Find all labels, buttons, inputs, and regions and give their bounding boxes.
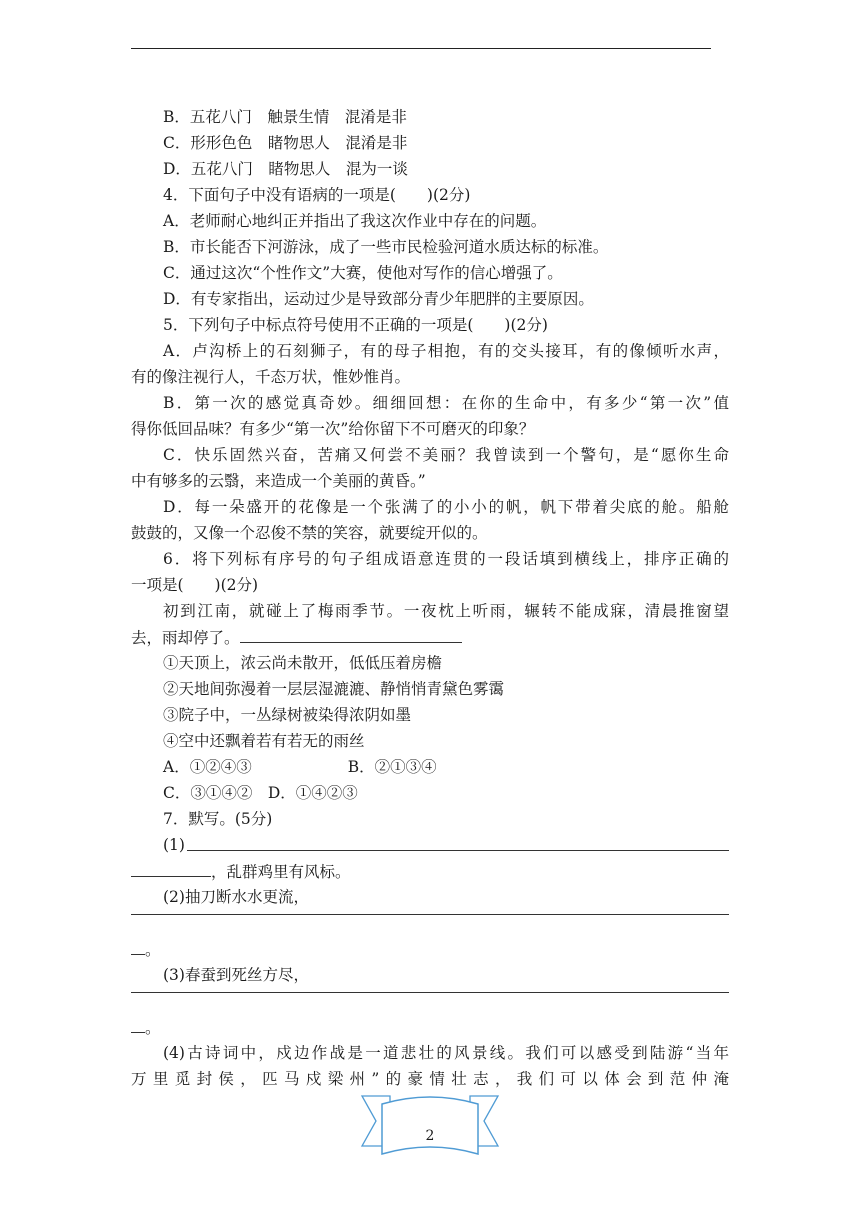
- q7-item-1-text: ，乱群鸡里有风标。: [211, 863, 351, 881]
- page-number-ribbon: [360, 1090, 500, 1160]
- q7-item-1-blank-end[interactable]: [131, 862, 211, 877]
- q6-passage-text: 去，雨却停了。: [131, 629, 240, 647]
- question-5-stem: 5．下列句子中标点符号使用不正确的一项是( )(2分): [163, 316, 548, 334]
- q7-item-3-blank[interactable]: [131, 992, 729, 993]
- q7-item-2-blank[interactable]: [131, 914, 729, 915]
- q5-option-d-line1: D．每一朵盛开的花像是一个张满了的小小的帆，帆下带着尖底的舱。船舱: [163, 498, 729, 516]
- q4-option-b: B．市长能否下河游泳，成了一些市民检验河道水质达标的标准。: [163, 238, 609, 256]
- q5-option-a-line1: A．卢沟桥上的石刻狮子，有的母子相抱，有的交头接耳，有的像倾听水声，: [163, 342, 729, 360]
- question-6-stem-line1: 6．将下列标有序号的句子组成语意连贯的一段话填到横线上，排序正确的: [163, 550, 729, 568]
- q7-item-3-continuation: [131, 1018, 729, 1037]
- question-4-stem: 4．下面句子中没有语病的一项是( )(2分): [163, 186, 471, 204]
- q5-option-b-line2: 得你低回品味？有多少“第一次”给你留下不可磨灭的印象？: [131, 420, 535, 438]
- q6-option-b: B．②①③④: [347, 758, 437, 776]
- q6-answer-blank[interactable]: [240, 628, 462, 643]
- q7-item-2-blank-end[interactable]: [131, 940, 145, 955]
- q3-option-d: D．五花八门 睹物思人 混为一谈: [163, 160, 408, 178]
- q7-item-1-blank[interactable]: [187, 850, 729, 851]
- q4-option-a: A．老师耐心地纠正并指出了我这次作业中存在的问题。: [163, 212, 547, 230]
- q6-passage-line1: 初到江南，就碰上了梅雨季节。一夜枕上听雨，辗转不能成寐，清晨推窗望: [163, 602, 729, 620]
- q7-item-1-continuation: [131, 862, 729, 881]
- q3-option-c: C．形形色色 睹物思人 混淆是非: [163, 134, 408, 152]
- header-rule: [131, 48, 711, 49]
- q6-options-ab: [131, 758, 729, 776]
- q6-sentence-1: ①天顶上，浓云尚未散开，低低压着房檐: [163, 654, 443, 672]
- q7-item-2-end: 。: [145, 941, 161, 959]
- q6-passage-line2: [131, 628, 729, 647]
- question-7-stem: 7．默写。(5分): [163, 810, 273, 828]
- q7-item-4-line1: (4)古诗词中，戍边作战是一道悲壮的风景线。我们可以感受到陆游“当年: [163, 1044, 729, 1062]
- q7-item-1-label: (1): [163, 836, 185, 854]
- q7-item-3-end: 。: [145, 1019, 161, 1037]
- page-number: 2: [425, 1128, 435, 1144]
- q7-item-2-blank-line: [131, 914, 729, 918]
- q7-item-3-prompt: (3)春蚕到死丝方尽，: [163, 966, 309, 984]
- q5-option-c-line2: 中有够多的云翳，来造成一个美丽的黄昏。”: [131, 472, 426, 490]
- question-6-stem-line2: 一项是( )(2分): [131, 576, 259, 594]
- q4-option-d: D．有专家指出，运动过少是导致部分青少年肥胖的主要原因。: [163, 290, 594, 308]
- q5-option-b-line1: B．第一次的感觉真奇妙。细细回想：在你的生命中，有多少“第一次”值: [163, 394, 729, 412]
- q5-option-c-line1: C．快乐固然兴奋，苦痛又何尝不美丽？我曾读到一个警句，是“愿你生命: [163, 446, 729, 464]
- q7-item-1-line: [131, 836, 729, 854]
- q6-sentence-4: ④空中还飘着若有若无的雨丝: [163, 732, 365, 750]
- q6-sentence-3: ③院子中，一丛绿树被染得浓阴如墨: [163, 706, 412, 724]
- q7-item-3-blank-line: [131, 992, 729, 996]
- q3-option-b: B．五花八门 触景生情 混淆是非: [163, 108, 407, 126]
- q7-item-3-blank-end[interactable]: [131, 1018, 145, 1033]
- q5-option-d-line2: 鼓鼓的，又像一个忍俊不禁的笑容，就要绽开似的。: [131, 524, 488, 542]
- q6-option-a: A．①②④③: [163, 758, 252, 776]
- q7-item-4-line2: 万里觅封侯，匹马戍梁州”的豪情壮志，我们可以体会到范仲淹: [131, 1070, 729, 1088]
- q6-options-cd: C．③①④② D．①④②③: [163, 784, 358, 802]
- q5-option-a-line2: 有的像注视行人，千态万状，惟妙惟肖。: [131, 368, 411, 386]
- q6-sentence-2: ②天地间弥漫着一层层湿漉漉、静悄悄青黛色雾霭: [163, 680, 505, 698]
- q4-option-c: C．通过这次“个性作文”大赛，使他对写作的信心增强了。: [163, 264, 563, 282]
- q7-item-2-prompt: (2)抽刀断水水更流，: [163, 888, 309, 906]
- q7-item-2-continuation: [131, 940, 729, 959]
